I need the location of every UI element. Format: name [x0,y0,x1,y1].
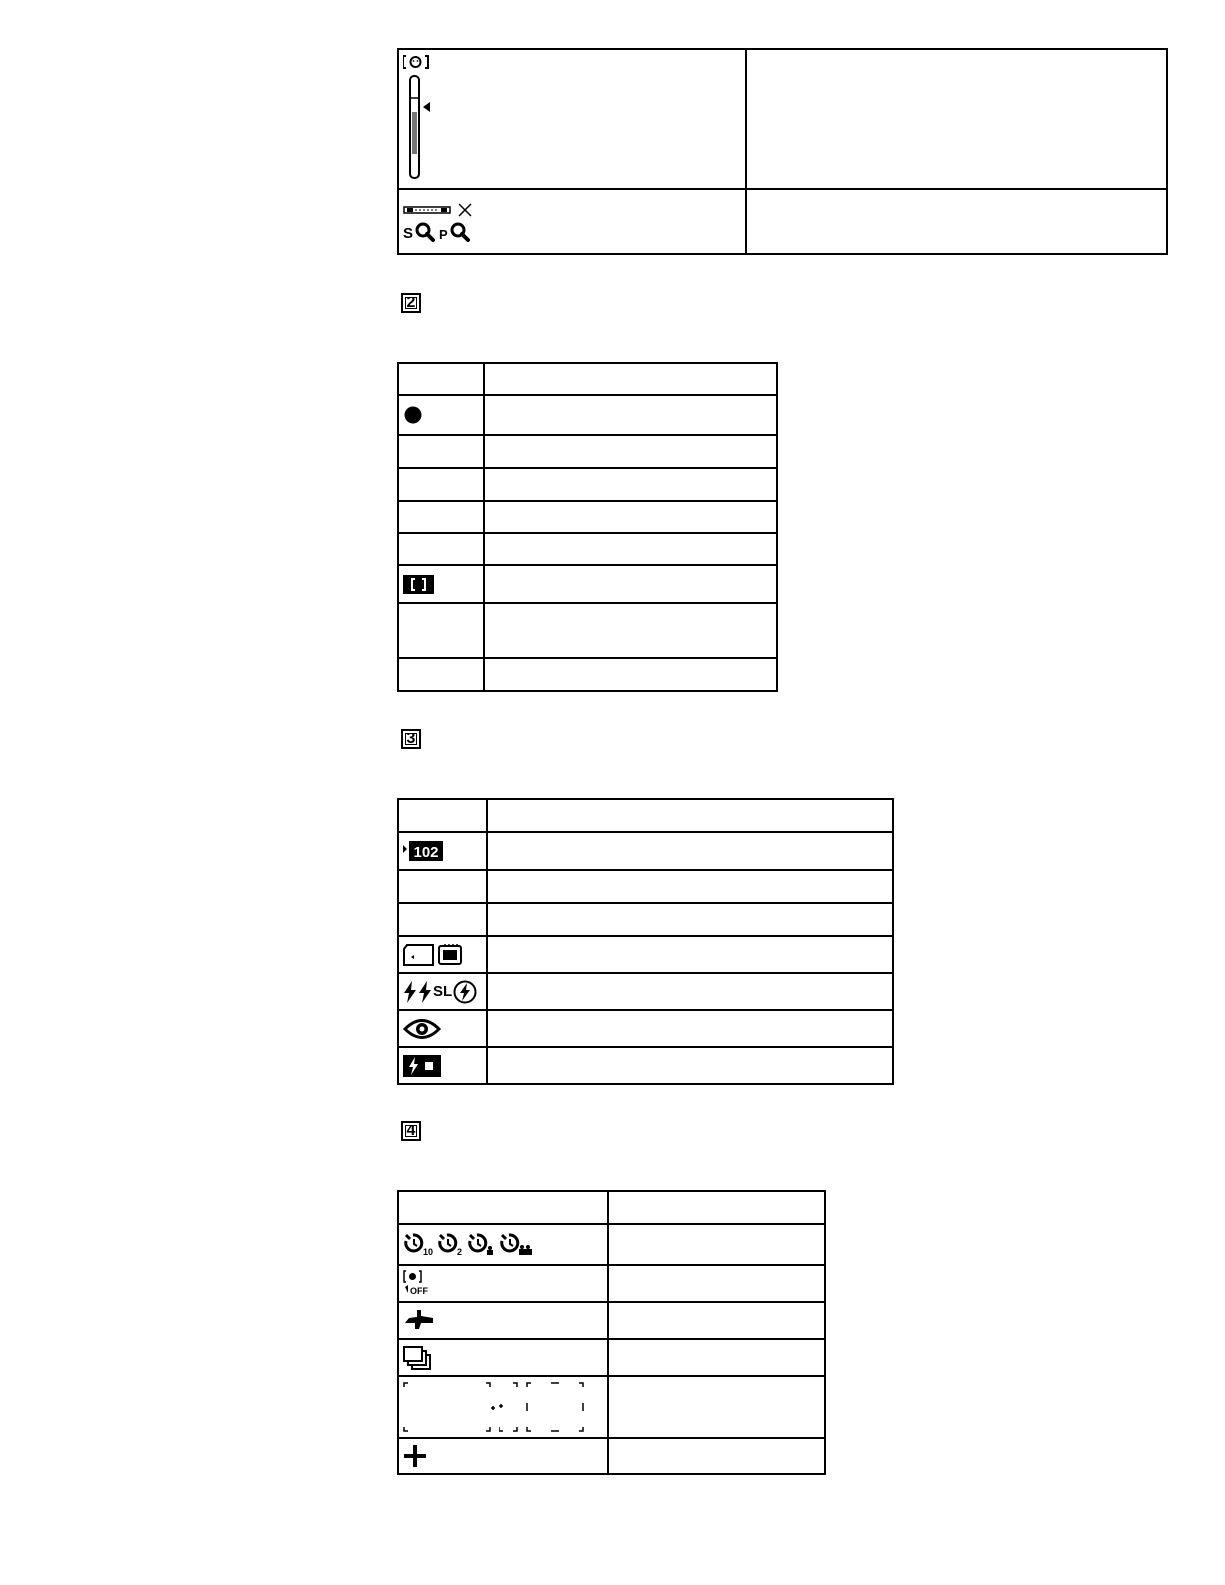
svg-text:10: 10 [423,1247,433,1257]
table-row [398,1047,893,1084]
table-row [398,903,893,936]
table-header-row [398,363,777,395]
table-row [398,973,893,1010]
section-number-2: 2 [401,293,421,313]
table-header-row [398,1191,825,1224]
precision-zoom-letter: P [439,226,448,242]
flash-off-icon [453,980,477,1004]
table-row [398,603,777,658]
table-row [398,1339,825,1376]
self-timer-2-icon [437,1232,463,1256]
slow-sync-label: SL [433,983,453,1000]
section-number-3: 3 [401,729,421,749]
table-row [398,1302,825,1339]
folder-number: 102 [413,844,439,861]
spot-metering-bracket-icon [403,575,434,594]
memory-card-icon [403,944,435,966]
self-timer-group-icon [499,1232,533,1256]
smart-zoom-icon [415,222,435,242]
shooting-settings-table [397,1190,826,1475]
table-row [398,395,777,435]
burst-icon [403,1346,433,1370]
underwater-icon [403,1309,435,1331]
table-row [398,189,1167,254]
table-row [398,501,777,533]
recording-dot-icon [403,405,423,425]
smile-off-label: OFF [410,1286,428,1297]
table-header-row [398,799,893,832]
slow-sync-flash-icon [418,981,432,1003]
table-row [398,565,777,603]
flash-icon [403,981,417,1003]
folder-icon [403,841,445,861]
table-row [398,832,893,870]
table-row [398,1438,825,1474]
flash-charging-icon [403,1055,441,1077]
table-row [398,870,893,903]
storage-flash-table [397,798,894,1085]
zoom-bar-icon [403,205,451,215]
spot-metering-cross-icon [403,1444,427,1468]
red-eye-icon [403,1018,441,1040]
table-row [398,1010,893,1047]
af-frame-center-icon [499,1382,591,1432]
self-timer-portrait-icon [467,1232,495,1256]
table-row [398,1376,825,1437]
section-number-4: 4 [401,1121,421,1141]
zoom-table [397,48,1168,255]
table-row [398,936,893,973]
table-row [398,533,777,565]
internal-memory-icon [438,944,462,966]
recording-table [397,362,778,692]
smile-shutter-off-icon [403,1270,435,1296]
precision-zoom-icon [450,222,470,242]
svg-text:2: 2 [457,1247,463,1257]
table-row [398,49,1167,189]
table-row [398,658,777,691]
table-row [398,468,777,501]
close-cross-icon [457,202,473,218]
table-row [398,1265,825,1302]
table-row [398,1224,825,1264]
face-detection-zoom-scale-icon [403,54,437,180]
self-timer-10-icon [403,1232,433,1256]
af-frame-wide-icon [403,1382,495,1432]
table-row [398,435,777,468]
smart-zoom-letter: S [403,224,414,242]
